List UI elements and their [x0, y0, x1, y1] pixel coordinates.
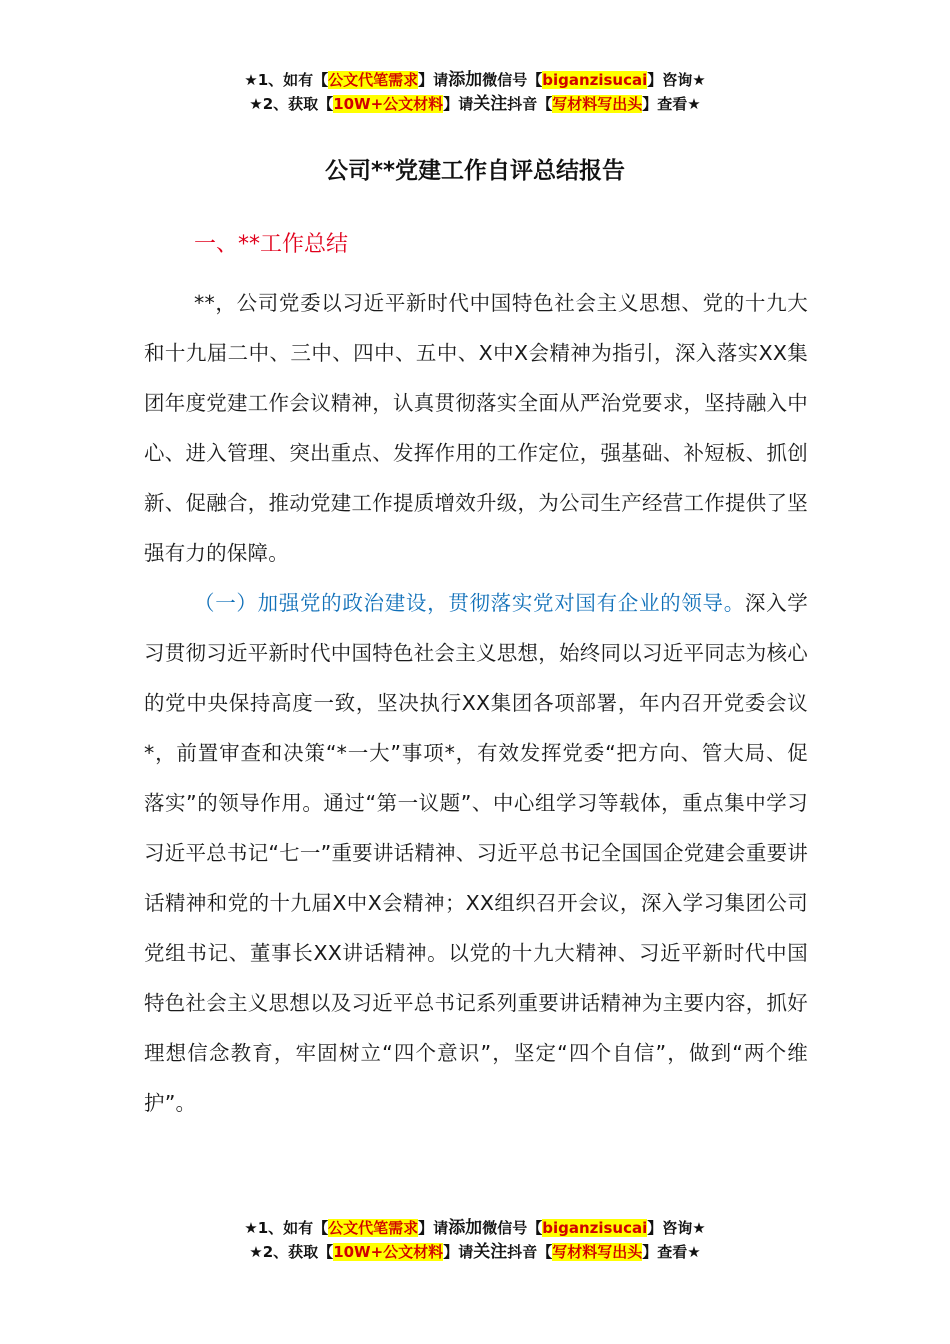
banner-highlight: 写材料写出头	[552, 1243, 643, 1261]
banner-text: 微信号【	[482, 1219, 543, 1237]
banner-text: 】请	[443, 1243, 474, 1261]
banner-text: 】查看★	[642, 1243, 701, 1261]
banner-highlight: 公文代笔需求	[328, 1219, 419, 1237]
banner-highlight: 写材料写出头	[552, 95, 643, 113]
banner-text: 】查看★	[642, 95, 701, 113]
banner-highlight: 10W+公文材料	[333, 1243, 444, 1261]
banner-highlight: biganzisucai	[542, 1219, 648, 1237]
document-body	[144, 228, 808, 1128]
paragraph-body: 深入学习贯彻习近平新时代中国特色社会主义思想，始终同以习近平同志为核心的党中央保持高度一致，坚决执行XX集团各项部署，年内召开党委会议*，前置审查和决策“*一大”事项*，有效发挥党委“把方向、管大局、促落实”的领导作用。通过“第一议题”、中心组学习等载体，重点集中学习习近平总书记“七一”重要讲话精神、习近平总书记全国国企党建会重要讲话精神和党的十九届X中X会精神；XX组织召开会议，深入学习集团公司党组书记、董事长XX讲话精神。以党的十九大精神、习近平新时代中国特色社会主义思想以及习近平总书记系列重要讲话精神为主要内容，抓好理想信念教育，牢固树立“四个意识”，坚定“四个自信”，做到“两个维护”。	[144, 591, 808, 1115]
paragraph-political-construction	[144, 578, 808, 1128]
banner-text: ★2、获取【	[249, 1243, 334, 1261]
document-title: 公司**党建工作自评总结报告	[324, 158, 626, 184]
banner-emphasis: 添加	[448, 1218, 483, 1238]
banner-line-2	[0, 92, 950, 116]
banner-emphasis: 关注	[473, 94, 508, 114]
banner-line-1	[0, 1216, 950, 1240]
banner-emphasis: 关注	[473, 1242, 508, 1262]
banner-text: 】请	[418, 1219, 449, 1237]
bottom-banner	[0, 1216, 950, 1264]
paragraph-intro: **，公司党委以习近平新时代中国特色社会主义思想、党的十九大和十九届二中、三中、四中、五中、X中X会精神为指引，深入落实XX集团年度党建工作会议精神，认真贯彻落实全面从严治党要求，坚持融入中心、进入管理、突出重点、发挥作用的工作定位，强基础、补短板、抓创新、促融合，推动党建工作提质增效升级，为公司生产经营工作提供了坚强有力的保障。	[144, 291, 808, 565]
top-banner	[0, 68, 950, 116]
banner-line-1	[0, 68, 950, 92]
banner-text: 】请	[418, 71, 449, 89]
banner-text: ★1、如有【	[244, 71, 329, 89]
banner-text: ★2、获取【	[249, 95, 334, 113]
banner-text: 】咨询★	[647, 1219, 706, 1237]
banner-text: 微信号【	[482, 71, 543, 89]
banner-text: ★1、如有【	[244, 1219, 329, 1237]
banner-text: 抖音【	[507, 95, 553, 113]
banner-emphasis: 添加	[448, 70, 483, 90]
banner-text: 】请	[443, 95, 474, 113]
banner-text: 】咨询★	[647, 71, 706, 89]
section-heading: 一、**工作总结	[194, 232, 349, 257]
subsection-heading: （一）加强党的政治建设，贯彻落实党对国有企业的领导。	[194, 591, 745, 615]
banner-text: 抖音【	[507, 1243, 553, 1261]
banner-line-2	[0, 1240, 950, 1264]
banner-highlight: 公文代笔需求	[328, 71, 419, 89]
banner-highlight: 10W+公文材料	[333, 95, 444, 113]
banner-highlight: biganzisucai	[542, 71, 648, 89]
